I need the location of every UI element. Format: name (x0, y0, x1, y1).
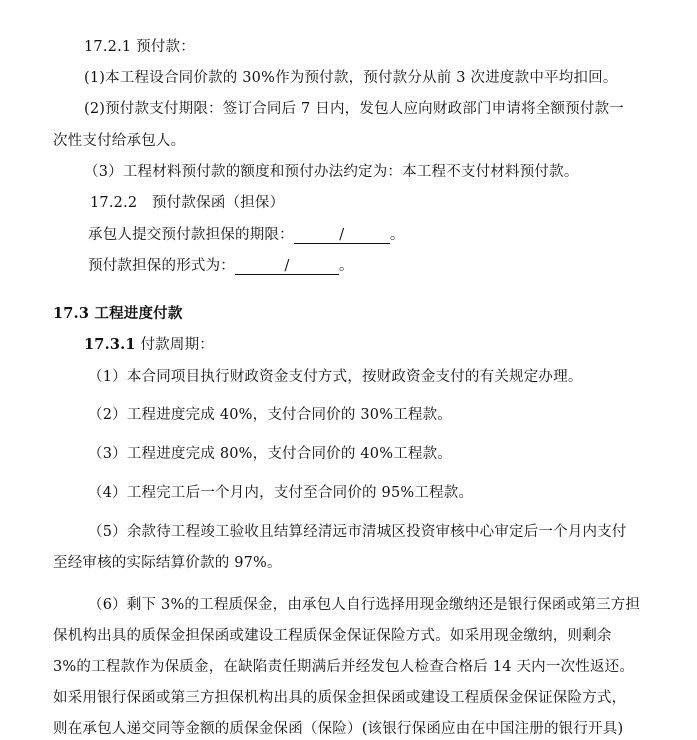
guarantee-form-blank: / (235, 258, 339, 275)
guarantee-deadline-period: 。 (389, 227, 405, 243)
payment-clause-2: （2）工程进度完成 40%，支付合同价的 30%工程款。 (88, 407, 452, 423)
payment-clause-1: （1）本合同项目执行财政资金支付方式，按财政资金支付的有关规定办理。 (88, 369, 583, 385)
guarantee-form-period: 。 (339, 258, 354, 274)
guarantee-deadline-blank: / (294, 227, 390, 244)
prepayment-clause-1: (1)本工程设合同价款的 30%作为预付款，预付款分从前 3 次进度款中平均扣回。 (84, 70, 618, 86)
section-17-3-1-title (84, 335, 214, 355)
payment-clause-6-line-2: 保机构出具的质保金担保函或建设工程质保金保证保险方式。如采用现金缴纳，则剩余 (53, 628, 612, 644)
payment-clause-4: （4）工程完工后一个月内，支付至合同价的 95%工程款。 (88, 485, 474, 501)
payment-clause-6-line-5: 则在承包人递交同等金额的质保金保函（保险）(该银行保函应由在中国注册的银行开具) (53, 721, 624, 737)
payment-clause-3: （3）工程进度完成 80%，支付合同价的 40%工程款。 (88, 446, 452, 462)
payment-clause-6-line-4: 如采用银行保函或第三方担保机构出具的质保金担保函或建设工程质保金保证保险方式， (53, 690, 627, 706)
section-17-2-2-title: 17.2.2 预付款保函（担保） (90, 195, 285, 211)
section-17-3-1-label: 付款周期： (135, 337, 214, 353)
payment-clause-6-line-3: 3%的工程款作为保质金，在缺陷责任期满后并经发包人检查合格后 14 天内一次性返还。 (53, 659, 635, 675)
guarantee-form-row (88, 256, 354, 276)
guarantee-deadline-row (88, 225, 405, 245)
prepayment-clause-2-line-1: (2)预付款支付期限：签订合同后 7 日内，发包人应向财政部门申请将全额预付款一 (84, 101, 624, 117)
prepayment-clause-3: （3）工程材料预付款的额度和预付办法约定为：本工程不支付材料预付款。 (84, 164, 579, 180)
guarantee-deadline-label: 承包人提交预付款担保的期限： (88, 227, 294, 243)
section-17-2-1-title: 17.2.1 预付款： (84, 39, 195, 55)
guarantee-form-label: 预付款担保的形式为： (88, 258, 235, 274)
prepayment-clause-2-line-2: 次性支付给承包人。 (53, 133, 186, 149)
payment-clause-5-line-1: （5）余款待工程竣工验收且结算经清远市清城区投资审核中心审定后一个月内支付 (88, 524, 627, 540)
payment-clause-5-line-2: 至经审核的实际结算价款的 97%。 (53, 555, 282, 571)
section-17-3-1-number: 17.3.1 (84, 336, 136, 353)
payment-clause-6-line-1: （6）剩下 3%的工程质保金，由承包人自行选择用现金缴纳还是银行保函或第三方担 (88, 597, 641, 613)
section-17-3-title: 17.3 工程进度付款 (53, 305, 183, 322)
